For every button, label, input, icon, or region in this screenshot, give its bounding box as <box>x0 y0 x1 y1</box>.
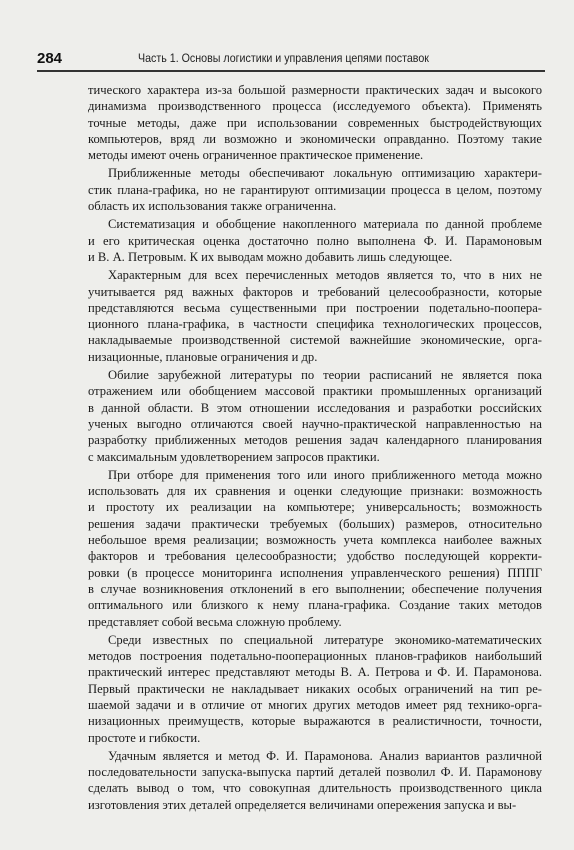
text-line: шаемой задачи и в отличие от многих других методов имеет ряд технико-орга- <box>88 697 542 712</box>
text-line: Удачным является и метод Ф. И. Парамонова. Анализ вариантов различной <box>108 748 542 763</box>
text-line: Приближенные методы обеспечивают локальную оптимизацию характери- <box>108 166 542 181</box>
text-line: использовать для их сравнения и оценки следующие признаки: возможность <box>88 484 542 499</box>
body-text <box>88 82 542 815</box>
text-line: методы имеют очень ограниченное практическое применение. <box>88 148 424 163</box>
page-number: 284 <box>37 50 63 67</box>
text-line: и простоту их реализации на компьютере; универсальность; возможность <box>88 500 542 515</box>
text-line: тического характера из-за большой размерности практических задач и высокого <box>88 83 542 97</box>
text-line: Первый практически не накладывает никаких особых ограничений на тип ре- <box>88 681 542 696</box>
text-line: динамизма производственного процесса (исследуемого объекта). Применять <box>88 99 542 114</box>
text-line: представляет собой весьма сложную проблему. <box>88 614 342 629</box>
text-line: Систематизация и обобщение накопленного материала по данной проблеме <box>108 217 542 232</box>
text-line: Обилие зарубежной литературы по теории расписаний не является пока <box>108 368 542 383</box>
paragraph <box>88 467 542 630</box>
text-line: последовательности запуска-выпуска партий деталей позволил Ф. И. Парамонову <box>88 765 542 780</box>
running-head <box>37 50 545 70</box>
paragraph <box>88 216 542 265</box>
text-line: решения задачи практически требуемых (больших) размеров, относительно <box>88 516 542 531</box>
text-line: простоте и гибкости. <box>88 730 201 745</box>
text-line: низационных преимуществ, которые выражаются в реалистичности, точности, <box>88 714 542 729</box>
text-line: в данной области. В этом отношении исследования и разработки российских <box>88 400 542 415</box>
text-line: Характерным для всех перечисленных методов является то, что в них не <box>108 268 542 283</box>
text-line: учитывается ряд важных факторов и требований целесообразности, которые <box>88 284 542 299</box>
text-line: сделать вывод о том, что совокупная длительность производственного цикла <box>88 781 542 796</box>
text-line: представляются весьма существенными при построении подетально-поопера- <box>88 300 542 315</box>
text-line: накладываемые производственной системой важнейшие экономические, орга- <box>88 333 542 348</box>
text-line: Среди известных по специальной литературе экономико-математических <box>108 632 542 647</box>
text-line: факторов и требования целесообразности; удобство последующей корректи- <box>88 549 542 564</box>
text-line: в случае возникновения отклонений в его выполнении; обеспечение получения <box>88 581 542 596</box>
text-line: При отборе для применения того или иного приближенного метода можно <box>108 467 542 482</box>
paragraph <box>88 267 542 365</box>
text-line: оптимального или близкого к нему плана-графика. Создание таких методов <box>88 598 542 613</box>
text-line: и его критическая оценка достаточно полно выполнена Ф. И. Парамоновым <box>88 233 542 248</box>
running-title: Часть 1. Основы логистики и управления цепями поставок <box>138 52 429 65</box>
text-line: изготовления этих деталей определяется величинами опережения запуска и вы- <box>88 797 517 812</box>
text-line: компьютеров, вряд ли возможно и экономически оправданно. Поэтому такие <box>88 131 542 146</box>
text-line: ровки (в процессе мониторинга исполнения управленческого решения) ПППГ <box>88 565 542 580</box>
paragraph <box>88 82 542 163</box>
text-line: стик плана-графика, но не гарантируют оптимизации процесса в целом, поэтому <box>88 182 542 197</box>
text-line: разработку приближенных методов решения задач календарного планирования <box>88 433 542 448</box>
text-line: отражением или обобщением массовой практики промышленных организаций <box>88 384 542 399</box>
text-line: с максимальным удовлетворением запросов практики. <box>88 449 380 464</box>
text-line: точные методы, даже при использовании современных быстродействующих <box>88 115 542 130</box>
text-line: ученых выгодно отличаются своей научно-практической направленностью на <box>88 416 542 431</box>
paragraph <box>88 367 542 465</box>
text-line: и В. А. Петровым. К их выводам можно добавить лишь следующее. <box>88 249 453 264</box>
text-line: низационные, плановые ограничения и др. <box>88 349 318 364</box>
text-line: ционного плана-графика, в частности специфика технологических процессов, <box>88 317 542 332</box>
paragraph <box>88 165 542 214</box>
text-line: небольшое время реализации; возможность учета комплекса наиболее важных <box>88 533 542 548</box>
paragraph <box>88 632 542 746</box>
text-line: методов построения подетально-пооперационных планов-графиков наибольший <box>88 649 542 664</box>
text-line: практический интерес представляют методы В. А. Петрова и Ф. И. Парамонова. <box>88 665 542 680</box>
paragraph <box>88 748 542 813</box>
text-line: область их использования также ограниченна. <box>88 199 337 214</box>
header-rule <box>37 70 545 72</box>
